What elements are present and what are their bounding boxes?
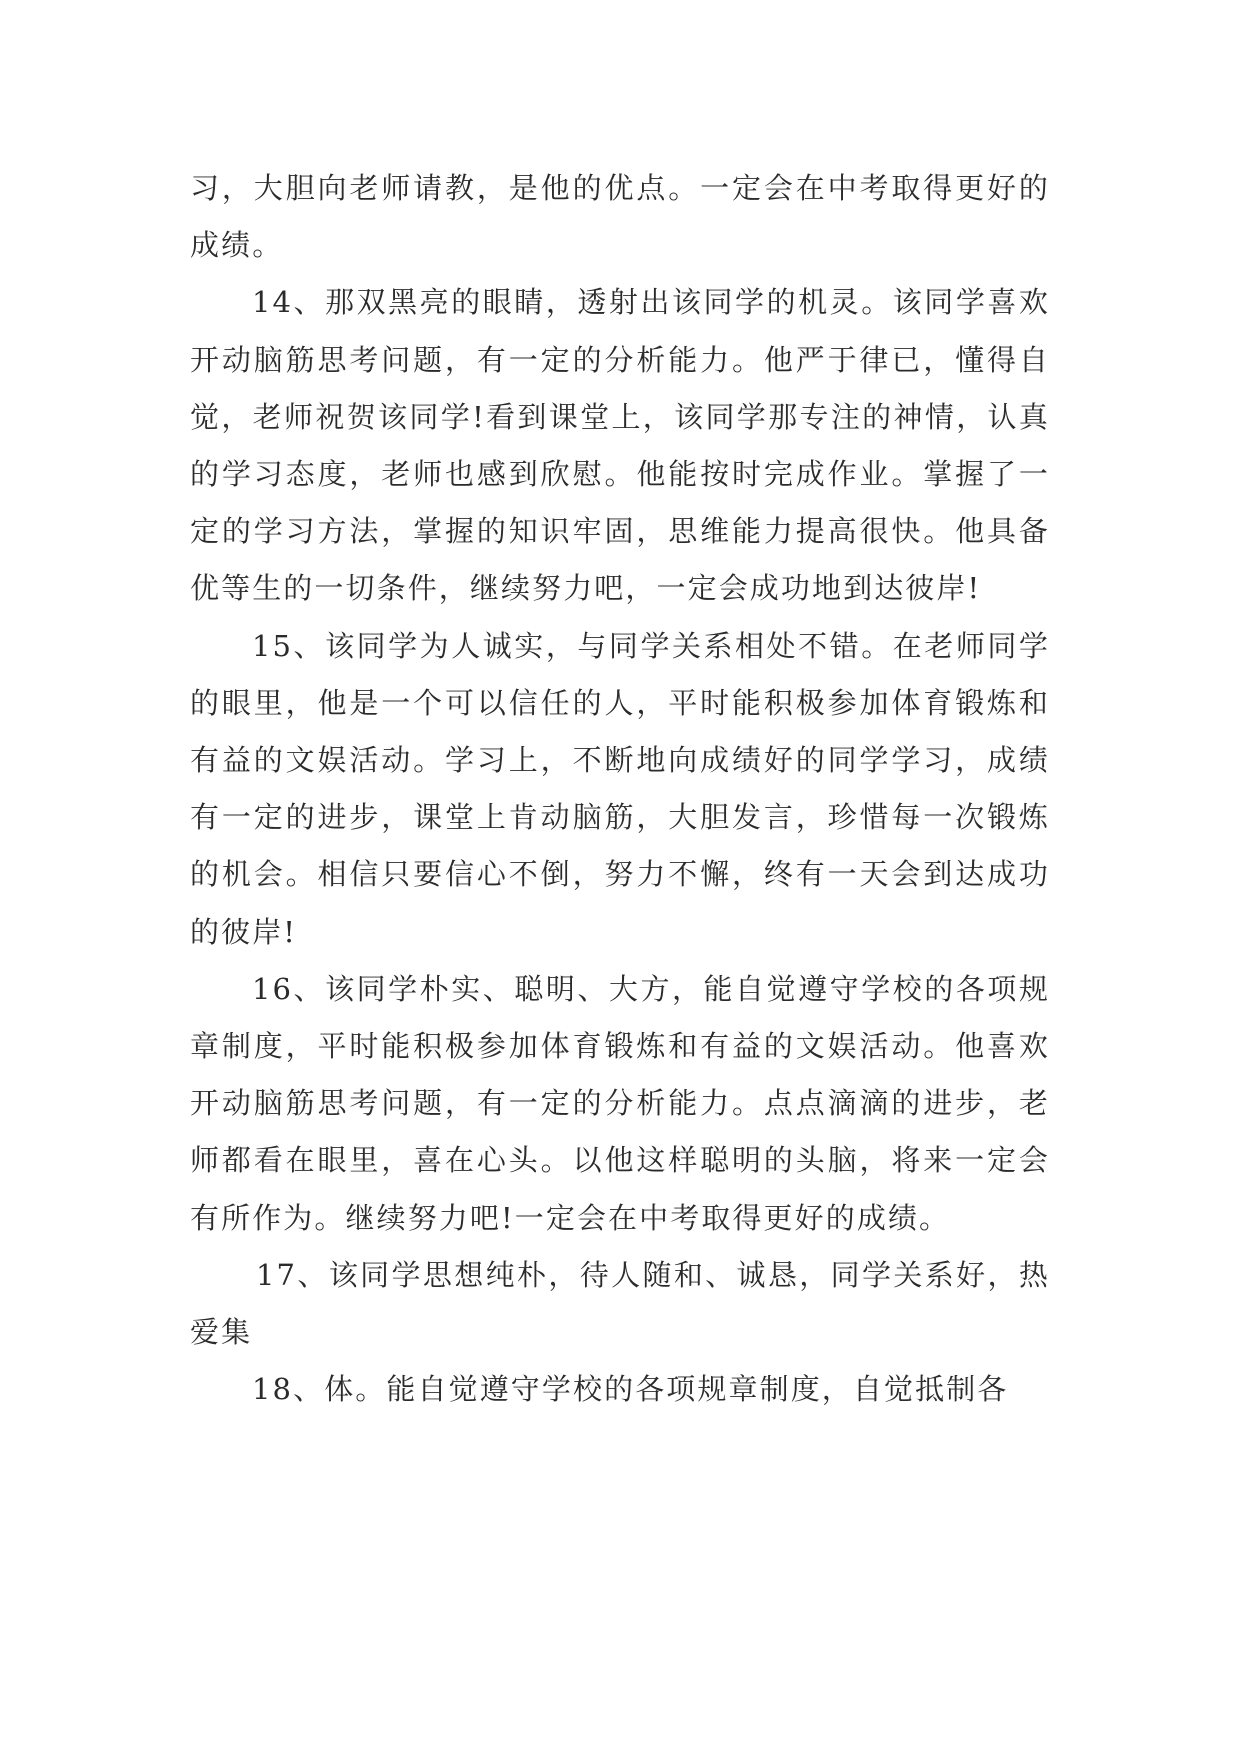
- paragraph-16: 16、该同学朴实、聪明、大方，能自觉遵守学校的各项规章制度，平时能积极参加体育锻炼和有益的文娱活动。他喜欢开动脑筋思考问题，有一定的分析能力。点点滴滴的进步，老师都看在眼里，喜在心头。以他这样聪明的头脑，将来一定会有所作为。继续努力吧!一定会在中考取得更好的成绩。: [190, 971, 1050, 1235]
- paragraph-13-continuation: 习，大胆向老师请教，是他的优点。一定会在中考取得更好的成绩。: [190, 171, 1050, 263]
- paragraph-18: 18、体。能自觉遵守学校的各项规章制度，自觉抵制各: [252, 1372, 1009, 1407]
- paragraph-17: 17、该同学思想纯朴，待人随和、诚恳，同学关系好，热爱集: [190, 1257, 1050, 1350]
- paragraph-14: 14、那双黑亮的眼睛，透射出该同学的机灵。该同学喜欢开动脑筋思考问题，有一定的分析能力。他严于律已，懂得自觉，老师祝贺该同学!看到课堂上，该同学那专注的神情，认真的学习态度，老师也感到欣慰。他能按时完成作业。掌握了一定的学习方法，掌握的知识牢固，思维能力提高很快。他具备优等生的一切条件，继续努力吧，一定会成功地到达彼岸!: [190, 285, 1050, 606]
- paragraph-15: 15、该同学为人诚实，与同学关系相处不错。在老师同学的眼里，他是一个可以信任的人，平时能积极参加体育锻炼和有益的文娱活动。学习上，不断地向成绩好的同学学习，成绩有一定的进步，课堂上肯动脑筋，大胆发言，珍惜每一次锻炼的机会。相信只要信心不倒，努力不懈，终有一天会到达成功的彼岸!: [190, 628, 1050, 949]
- document-body: [190, 160, 1050, 1418]
